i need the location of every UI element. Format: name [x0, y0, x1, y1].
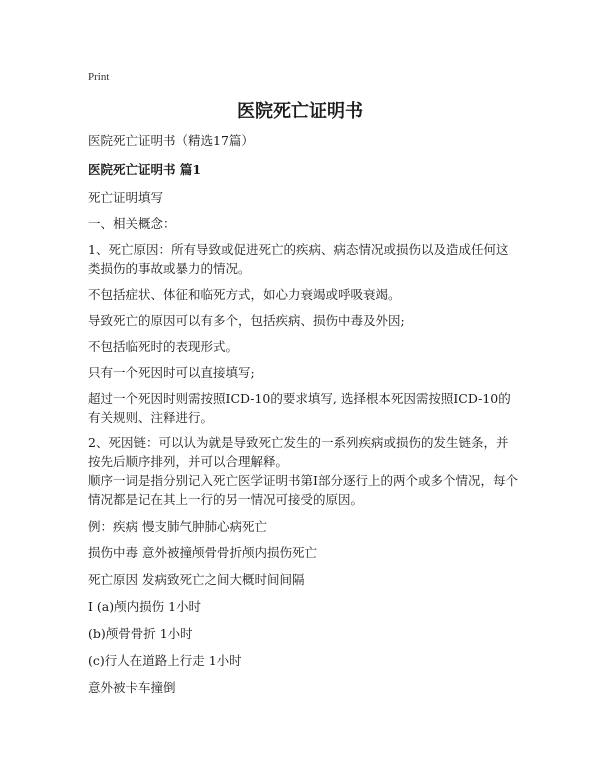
page-title: 医院死亡证明书	[237, 101, 363, 122]
paragraph: 顺序一词是指分别记入死亡医学证明书第I部分逐行上的两个或多个情况，每个情况都是记在其上一行的另一情况可接受的原因。	[88, 473, 518, 507]
paragraph: 死亡原因 发病致死亡之间大概时间间隔	[88, 572, 305, 587]
paragraph: (b)颅骨骨折 1小时	[88, 626, 193, 641]
paragraph: 只有一个死因时可以直接填写;	[88, 365, 255, 380]
paragraph: 导致死亡的原因可以有多个，包括疾病、损伤中毒及外因;	[88, 313, 405, 328]
paragraph: (c)行人在道路上行走 1小时	[88, 653, 242, 668]
paragraph: 2、死因链：可以认为就是导致死亡发生的一系列疾病或损伤的发生链条，并按先后顺序排列，并可以合理解释。	[88, 435, 509, 469]
paragraph: 损伤中毒 意外被撞颅骨骨折颅内损伤死亡	[88, 545, 317, 560]
section-heading: 医院死亡证明书 篇1	[88, 162, 202, 177]
paragraph: 1、死亡原因：所有导致或促进死亡的疾病、病态情况或损伤以及造成任何这类损伤的事故或暴力的情况。	[88, 242, 509, 276]
paragraph: 一、相关概念：	[88, 216, 176, 231]
document-subtitle: 医院死亡证明书（精选17篇）	[88, 133, 254, 148]
paragraph: I (a)颅内损伤 1小时	[88, 599, 202, 614]
print-label: Print	[88, 71, 110, 83]
paragraph: 意外被卡车撞倒	[88, 680, 176, 695]
paragraph: 超过一个死因时则需按照ICD-10的要求填写, 选择根本死因需按照ICD-10的有关规则、注释进行。	[88, 391, 511, 425]
paragraph: 死亡证明填写	[88, 190, 164, 205]
paragraph: 不包括症状、体征和临死方式，如心力衰竭或呼吸衰竭。	[88, 287, 401, 302]
paragraph: 例：疾病 慢支肺气肿肺心病死亡	[88, 519, 267, 534]
paragraph: 不包括临死时的表现形式。	[88, 339, 239, 354]
